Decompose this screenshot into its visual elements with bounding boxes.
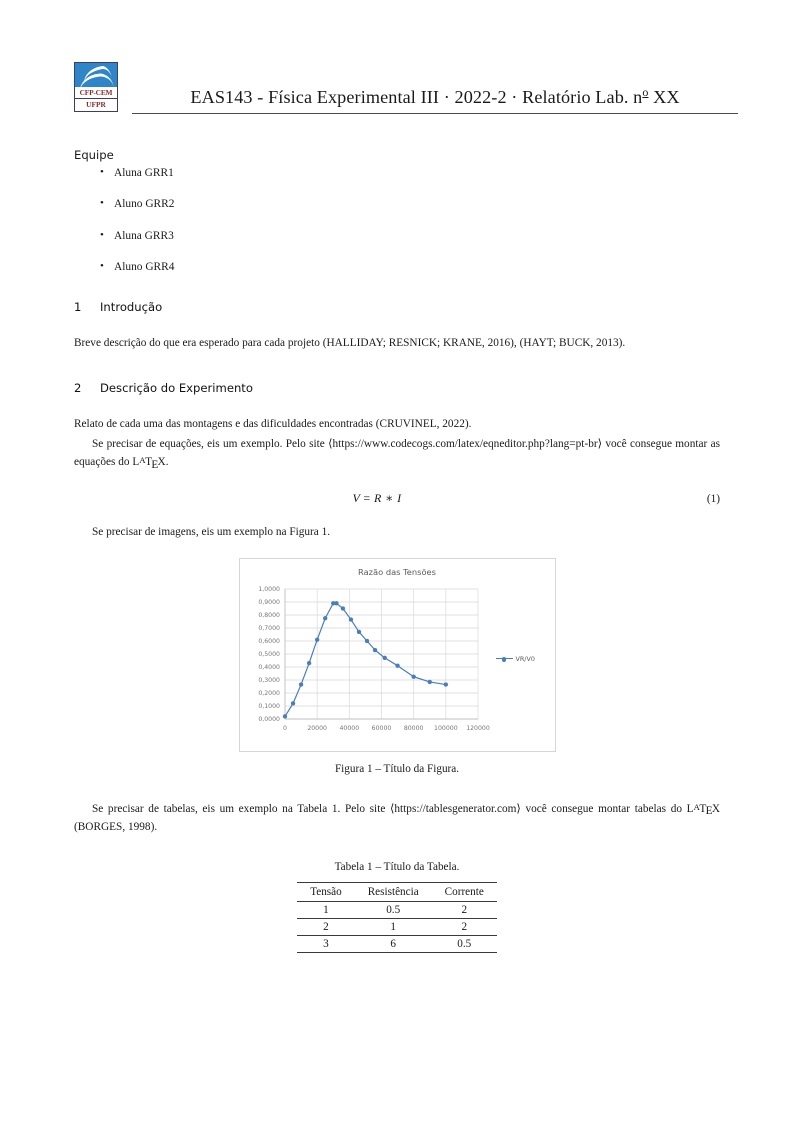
svg-text:0,0000: 0,0000 [257, 716, 280, 724]
legend-label: VR/V0 [515, 654, 535, 663]
svg-text:100000: 100000 [433, 724, 458, 732]
page-title-ordinal: o [642, 84, 649, 99]
page-title [132, 85, 738, 108]
team-list [74, 168, 720, 274]
equation-lhs: V [352, 491, 360, 505]
section-paragraph-introducao: Breve descrição do que era esperado para cada projeto (HALLIDAY; RESNICK; KRANE, 2016), (HAYT; BUCK, 2013). [74, 336, 626, 349]
cell-resistencia: 0.5 [355, 901, 432, 918]
equation-rhs-r: R [373, 491, 382, 505]
figure-caption: Figura 1 – Título da Figura. [334, 762, 460, 775]
svg-text:120000: 120000 [465, 724, 490, 732]
table-intro-text-1: Se precisar de tabelas, eis um exemplo na Tabela 1. Pelo site ⟨https://tablesgenerator.com⟩ você consegue montar tabelas do [92, 802, 687, 815]
logo-ufpr-text: UFPR [86, 100, 106, 109]
cell-corrente: 2 [432, 901, 497, 918]
equation-rhs-i: I [397, 491, 402, 505]
list-item: • Aluna GRR1 [100, 168, 720, 179]
table-row [297, 918, 497, 935]
equation-1 [74, 491, 720, 506]
column-header-resistencia: Resistência [355, 882, 432, 901]
cell-resistencia: 1 [355, 918, 432, 935]
document-content [74, 148, 720, 953]
data-table [297, 882, 497, 953]
svg-text:0,2000: 0,2000 [257, 690, 280, 698]
cell-tensao: 1 [297, 901, 355, 918]
svg-text:0,3000: 0,3000 [257, 677, 280, 685]
list-item: • Aluno GRR4 [100, 262, 720, 273]
section-title: Descrição do Experimento [100, 381, 253, 396]
table-body [297, 901, 497, 952]
svg-text:40000: 40000 [338, 724, 359, 732]
table-row [297, 901, 497, 918]
equipe-heading: Equipe [74, 148, 114, 162]
column-header-tensao: Tensão [297, 882, 355, 901]
svg-text:1,0000: 1,0000 [257, 586, 280, 594]
header-title-rule [132, 85, 738, 114]
svg-text:0,4000: 0,4000 [257, 664, 280, 672]
chart-razao-das-tensoes [239, 558, 556, 752]
section-number: 2 [74, 381, 82, 396]
document-header [74, 62, 738, 114]
svg-text:60000: 60000 [371, 724, 391, 732]
latex-logo: LATEX [132, 455, 166, 471]
chart-x-tick-labels [283, 725, 490, 732]
svg-text:20000: 20000 [306, 724, 327, 732]
equation-operator: ∗ [385, 491, 394, 505]
logo-wave-graphic [75, 63, 117, 87]
latex-logo: LATEX [686, 801, 720, 818]
svg-text:0,9000: 0,9000 [257, 599, 280, 607]
equation-intro-paragraph [74, 436, 720, 472]
equation-equals: = [363, 491, 371, 505]
table-intro-text-2: (BORGES, 1998). [74, 820, 158, 833]
section-heading-descricao [74, 381, 720, 395]
equation-intro-text-2: . [165, 456, 169, 469]
table-header-row [297, 882, 497, 901]
equation-number: (1) [706, 493, 720, 505]
svg-text:0,8000: 0,8000 [257, 612, 280, 620]
table-header [297, 882, 497, 901]
svg-text:0,6000: 0,6000 [257, 638, 280, 646]
chart-legend [496, 655, 535, 663]
table-row [297, 935, 497, 952]
legend-marker-icon [496, 658, 513, 659]
page-title-main: EAS143 - Física Experimental III · 2022-2 · Relatório Lab. n [190, 87, 643, 107]
page-title-tail: XX [648, 87, 680, 107]
cell-corrente: 0.5 [432, 935, 497, 952]
chart-title: Razão das Tensões [358, 566, 436, 577]
section-title: Introdução [100, 299, 163, 314]
table-caption: Tabela 1 – Título da Tabela. [334, 860, 460, 873]
svg-text:0: 0 [282, 724, 287, 732]
cell-tensao: 2 [297, 918, 355, 935]
figure-intro-paragraph: Se precisar de imagens, eis um exemplo na Figura 1. [92, 526, 331, 538]
equation-intro-text-1: Se precisar de equações, eis um exemplo. Pelo site ⟨https://www.codecogs.com/latex/eqneditor.php?lang=pt-br⟩ você consegue montar as equações do [74, 438, 720, 469]
figure-1 [74, 558, 720, 752]
table-1-block [74, 882, 720, 953]
list-item: • Aluna GRR3 [100, 231, 720, 242]
list-item: • Aluno GRR2 [100, 199, 720, 210]
ufpr-cfp-cem-logo [74, 62, 118, 112]
svg-text:0,5000: 0,5000 [257, 651, 280, 659]
chart-y-tick-labels [258, 586, 280, 723]
cell-corrente: 2 [432, 918, 497, 935]
svg-text:0,1000: 0,1000 [257, 703, 280, 711]
cell-resistencia: 6 [355, 935, 432, 952]
column-header-corrente: Corrente [432, 882, 497, 901]
section-heading-introducao [74, 300, 720, 314]
chart-gridlines [285, 589, 478, 719]
table-intro-paragraph [74, 801, 720, 837]
section-number: 1 [74, 299, 82, 314]
svg-text:0,7000: 0,7000 [257, 625, 280, 633]
chart-series-vr-v0 [283, 601, 448, 718]
section-paragraph-descricao: Relato de cada uma das montagens e das dificuldades encontradas (CRUVINEL, 2022). [74, 418, 472, 431]
cell-tensao: 3 [297, 935, 355, 952]
svg-text:80000: 80000 [403, 724, 424, 732]
equation-body [74, 491, 680, 506]
logo-text-band [75, 87, 117, 111]
logo-cfp-cem-text: CFP-CEM [75, 88, 117, 99]
